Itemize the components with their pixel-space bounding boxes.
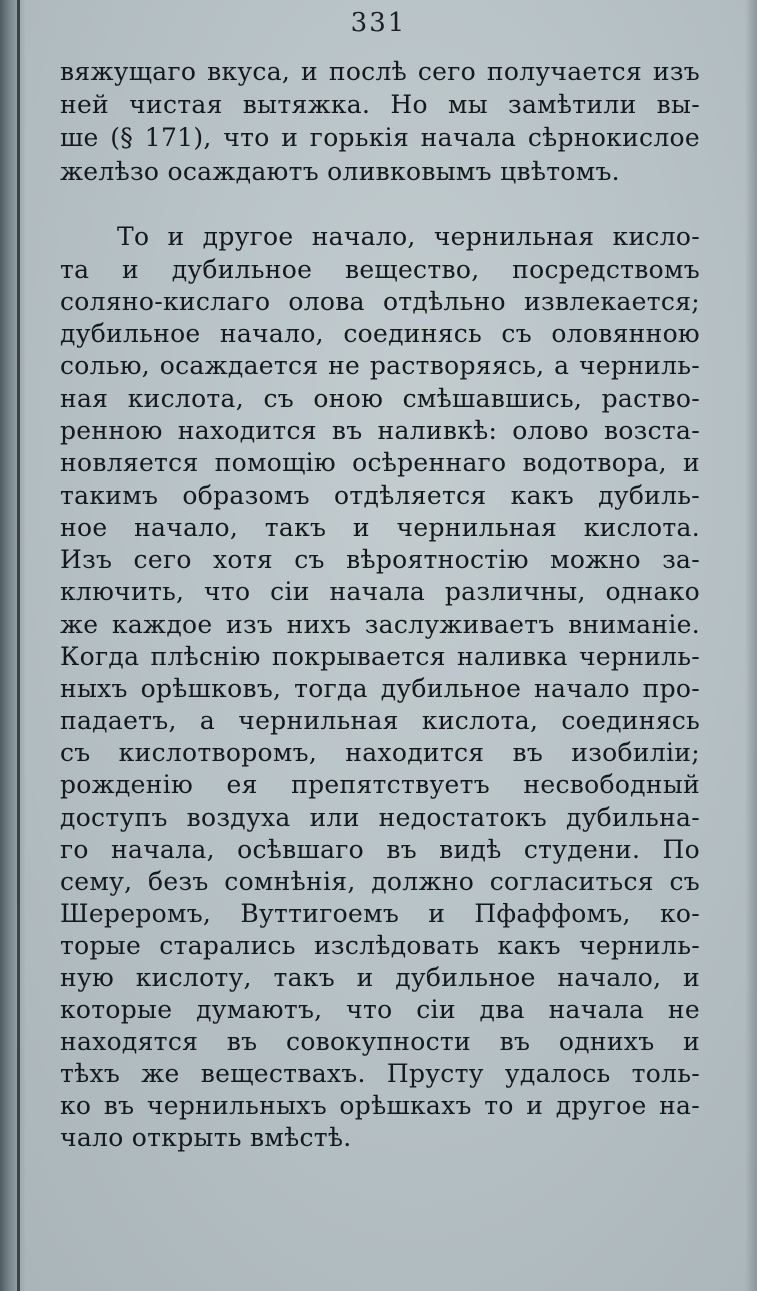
text-line: желѣзо осаждаютъ оливковымъ цвѣтомъ. bbox=[60, 157, 620, 186]
text-line: ренною находится въ наливкѣ: олово возста- bbox=[60, 416, 700, 445]
text-line: чало открыть вмѣстѣ. bbox=[60, 1123, 352, 1152]
text-line: ко въ чернильныхъ орѣшкахъ то и другое на- bbox=[60, 1091, 700, 1120]
text-line: тѣхъ же веществахъ. Прусту удалось толь- bbox=[60, 1059, 700, 1088]
page-binding-shadow bbox=[0, 0, 26, 1291]
text-line: сему, безъ сомнѣнія, должно согласиться съ bbox=[60, 867, 700, 896]
text-line: рожденію ея препятствуетъ несвободный bbox=[60, 770, 700, 799]
text-line: съ кислотворомъ, находится въ изобиліи; bbox=[60, 738, 700, 767]
text-line: ное начало, такъ и чернильная кислота. bbox=[60, 513, 700, 542]
text-line: ныхъ орѣшковъ, тогда дубильное начало про- bbox=[60, 674, 700, 703]
text-line: ключить, что сіи начала различны, однако bbox=[60, 577, 700, 606]
binding-line bbox=[17, 0, 20, 1291]
text-line: такимъ образомъ отдѣляется какъ дубиль- bbox=[60, 481, 700, 510]
text-line: Шереромъ, Вуттигоемъ и Пфаффомъ, ко- bbox=[60, 899, 700, 928]
text-line: которые думаютъ, что сіи два начала не bbox=[60, 995, 700, 1024]
text-line: То и другое начало, чернильная кисло- bbox=[117, 222, 700, 251]
text-line: торые старались изслѣдовать какъ черниль- bbox=[60, 931, 700, 960]
text-line: падаетъ, а чернильная кислота, соединясь bbox=[60, 706, 700, 735]
text-line: находятся въ совокупности въ однихъ и bbox=[60, 1027, 700, 1056]
text-line: солью, осаждается не растворяясь, а черниль- bbox=[60, 351, 700, 380]
text-line: ную кислоту, такъ и дубильное начало, и bbox=[60, 963, 700, 992]
page-number: 331 bbox=[350, 8, 407, 38]
text-line: Когда плѣснію покрывается наливка черниль- bbox=[60, 642, 700, 671]
text-line: соляно-кислаго олова отдѣльно извлекается; bbox=[60, 287, 700, 316]
text-line: Изъ сего хотя съ вѣроятностію можно за- bbox=[60, 545, 700, 574]
page-edge-shadow bbox=[745, 0, 757, 1291]
text-line: ше (§ 171), что и горькія начала сѣрнокислое bbox=[60, 123, 700, 152]
text-line: доступъ воздуха или недостатокъ дубильна- bbox=[60, 803, 700, 832]
text-line: дубильное начало, соединясь съ оловянною bbox=[60, 319, 700, 348]
text-line: ная кислота, съ оною смѣшавшись, раство- bbox=[60, 384, 700, 413]
text-line: го начала, осѣвшаго въ видѣ студени. По bbox=[60, 835, 700, 864]
text-line: же каждое изъ нихъ заслуживаетъ вниманіе. bbox=[60, 610, 700, 639]
text-line: та и дубильное вещество, посредствомъ bbox=[60, 255, 700, 284]
text-line: новляется помощію осѣреннаго водотвора, и bbox=[60, 448, 700, 477]
text-line: ней чистая вытяжка. Но мы замѣтили вы- bbox=[60, 90, 700, 119]
text-line: вяжущаго вкуса, и послѣ сего получается изъ bbox=[60, 57, 700, 86]
